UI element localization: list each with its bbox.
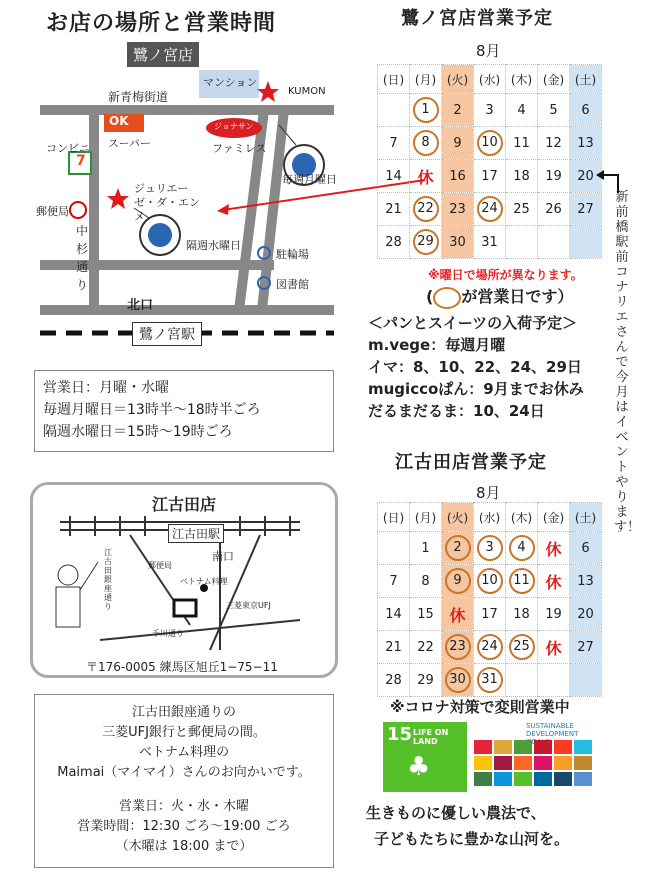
calendar-day [538, 160, 570, 193]
sdg-goal-tile [534, 772, 552, 786]
calendar-header: (土) [570, 503, 602, 532]
calendar-day [570, 94, 602, 127]
label-kitaguchi: 北口 [127, 298, 154, 313]
calendar-day [474, 631, 506, 664]
day-number: 8 [421, 573, 430, 589]
day-number: 29 [417, 672, 434, 688]
calendar-header: (火) [442, 65, 474, 94]
calendar-day [378, 532, 410, 565]
calendar-day [410, 160, 442, 193]
label-vietnam: ベトナム料理 [180, 577, 228, 586]
label-ufj: 三菱東京UFJ [226, 601, 271, 610]
sdg-goal-tile [474, 756, 492, 770]
calendar-header: (水) [474, 65, 506, 94]
day-number: 7 [389, 573, 398, 589]
calendar-day [410, 631, 442, 664]
ekoda-schedule-month: 8月 [476, 484, 501, 502]
open-day: 31 [477, 667, 503, 693]
calendar-day [506, 160, 538, 193]
calendar-day [378, 565, 410, 598]
label-library: 図書館 [276, 278, 309, 291]
calendar-day [442, 565, 474, 598]
sagi-hours-line: 隔週水曜日＝15時〜19時ごろ [43, 424, 233, 440]
calendar-day [442, 532, 474, 565]
sdg-goal-tile [574, 740, 592, 754]
day-number: 13 [577, 135, 594, 151]
slogan [366, 800, 569, 852]
ok-logo: OK [109, 114, 129, 128]
day-number: 19 [545, 606, 562, 622]
day-number: 14 [385, 168, 402, 184]
day-number: 18 [513, 168, 530, 184]
calendar-day [538, 598, 570, 631]
label-kumon: KUMON [288, 86, 326, 97]
corona-note: ※コロナ対策で変則営業中 [390, 698, 570, 716]
day-number: 20 [577, 168, 594, 184]
calendar-day [570, 598, 602, 631]
calendar-day [442, 631, 474, 664]
day-number: 19 [545, 168, 562, 184]
open-day: 30 [445, 667, 471, 693]
label-weekly-mon: 毎週月曜日 [282, 173, 337, 186]
open-day: 24 [477, 634, 503, 660]
calendar-day [538, 226, 570, 259]
ekoda-desc-box [34, 694, 334, 868]
open-day: 10 [477, 130, 503, 156]
sagi-note-open [426, 284, 573, 309]
calendar-day [442, 598, 474, 631]
day-number: 27 [577, 201, 594, 217]
calendar-day [506, 631, 538, 664]
calendar-header: (月) [410, 503, 442, 532]
calendar-day [474, 532, 506, 565]
day-number: 28 [385, 234, 402, 250]
label-parking: 駐輪場 [276, 248, 309, 261]
ekoda-desc-line: 営業日：火・水・木曜 [118, 799, 249, 814]
calendar-day [474, 565, 506, 598]
sdg-goal-tile [534, 756, 552, 770]
calendar-day [570, 193, 602, 226]
ekoda-map-title: 江古田店 [152, 495, 217, 514]
calendar-header: (日) [378, 503, 410, 532]
label-ekoda-station: 江古田駅 [168, 524, 224, 543]
delivery-line: イマ：8、10、22、24、29日 [368, 358, 582, 376]
calendar-day [474, 127, 506, 160]
calendar-day [538, 127, 570, 160]
ekoda-desc-line: 江古田銀座通りの [131, 705, 236, 720]
day-number: 16 [449, 168, 466, 184]
calendar-day [506, 664, 538, 697]
day-number: 2 [453, 102, 462, 118]
ekoda-desc-line: （木曜は 18:00 まで） [115, 839, 253, 854]
sagi-schedule-month: 8月 [476, 42, 501, 60]
calendar-day [378, 664, 410, 697]
calendar-day [538, 631, 570, 664]
sdg-goal-tile [474, 740, 492, 754]
day-number: 12 [545, 135, 562, 151]
calendar-day [538, 193, 570, 226]
ekoda-desc-line [35, 783, 333, 797]
open-day: 1 [413, 97, 439, 123]
day-number: 30 [449, 234, 466, 250]
calendar-day [410, 127, 442, 160]
day-number: 27 [577, 639, 594, 655]
calendar-header: (水) [474, 503, 506, 532]
calendar-day [506, 598, 538, 631]
day-number: 18 [513, 606, 530, 622]
day-number: 3 [485, 102, 494, 118]
calendar-day [378, 631, 410, 664]
open-day: 23 [445, 634, 471, 660]
open-day: 9 [445, 568, 471, 594]
label-mansion: マンション [203, 76, 258, 89]
side-note: 新前橋駅前コナリエさんで今月はイベントやります！ [614, 190, 641, 535]
sdgs-goals-label: SUSTAINABLE DEVELOPMENT [526, 722, 579, 738]
sdg-goal-tile [514, 772, 532, 786]
calendar-day [378, 598, 410, 631]
konbini-logo: 7 [76, 153, 86, 169]
day-number: 11 [513, 135, 530, 151]
calendar-day [410, 664, 442, 697]
calendar-day [442, 160, 474, 193]
closed-mark: 休 [545, 572, 562, 592]
day-number: 21 [385, 201, 402, 217]
open-day: 2 [445, 535, 471, 561]
slogan-line: 生きものに優しい農法で、 [366, 804, 546, 822]
open-day: 24 [477, 196, 503, 222]
label-konbini: コンビニ [46, 142, 90, 155]
day-number: 25 [513, 201, 530, 217]
day-number: 6 [581, 540, 590, 556]
calendar-day [570, 631, 602, 664]
calendar-day [442, 226, 474, 259]
deliveries [368, 312, 584, 422]
sagi-note-red: ※曜日で場所が異なります。 [428, 268, 583, 282]
famires-logo: ジョナサン [214, 122, 254, 131]
sdg-goal-tile [554, 740, 572, 754]
calendar-day [570, 565, 602, 598]
closed-mark: 休 [449, 605, 466, 625]
day-number: 17 [481, 606, 498, 622]
calendar-day [378, 226, 410, 259]
sagi-map-title: 鷺ノ宮店 [127, 42, 199, 67]
day-number: 13 [577, 573, 594, 589]
calendar-day [410, 565, 442, 598]
closed-mark: 休 [545, 638, 562, 658]
ekoda-schedule-title: 江古田店営業予定 [395, 452, 547, 473]
sdg-goal-tile [514, 756, 532, 770]
open-day: 4 [509, 535, 535, 561]
calendar-day [570, 127, 602, 160]
day-number: 6 [581, 102, 590, 118]
calendar-day [410, 598, 442, 631]
calendar-day [570, 226, 602, 259]
label-ekoda-yubin: 郵便局 [148, 561, 172, 570]
sdg15-tile [383, 722, 467, 792]
open-day: 3 [477, 535, 503, 561]
calendar-day [442, 94, 474, 127]
calendar-day [410, 193, 442, 226]
tree-icon: ♣ [407, 752, 431, 782]
label-juliese: ジュリエーゼ・ダ・エンメ [134, 182, 200, 223]
slogan-line: 子どもたちに豊かな山河を。 [374, 830, 570, 848]
calendar-day [506, 193, 538, 226]
open-day: 22 [413, 196, 439, 222]
label-biweekly-wed: 隔週水曜日 [186, 239, 241, 252]
ekoda-desc-line: 三菱UFJ銀行と郵便局の間。 [102, 725, 266, 740]
day-number: 23 [449, 201, 466, 217]
sagi-note-open-prefix: ( [426, 287, 434, 306]
calendar-day [378, 160, 410, 193]
calendar-day [410, 532, 442, 565]
calendar-header: (火) [442, 503, 474, 532]
calendar-day [410, 94, 442, 127]
sagi-calendar [377, 64, 602, 259]
calendar-day [378, 193, 410, 226]
label-nakasugi: 中杉通り [76, 224, 89, 292]
sdgs-grid [474, 722, 599, 792]
calendar-day [474, 160, 506, 193]
sdg-goal-tile [514, 740, 532, 754]
delivery-line: だるまだるま：10、24日 [368, 402, 545, 420]
label-famires: ファミレス [212, 142, 267, 155]
calendar-header: (土) [570, 65, 602, 94]
closed-mark: 休 [545, 539, 562, 559]
sdg15-label: LIFE ON LAND [413, 728, 449, 746]
sagi-schedule-title: 鷺ノ宮店営業予定 [401, 8, 553, 29]
day-number: 7 [389, 135, 398, 151]
calendar-day [506, 127, 538, 160]
sagi-note-open-text: が営業日です） [461, 287, 574, 306]
day-number: 14 [385, 606, 402, 622]
calendar-day [538, 532, 570, 565]
circle-icon [433, 287, 461, 309]
calendar-day [538, 565, 570, 598]
label-yubin: 郵便局 [36, 205, 69, 218]
delivery-line: mugiccoぱん：9月までお休み [368, 380, 584, 398]
open-day: 10 [477, 568, 503, 594]
calendar-day [474, 226, 506, 259]
calendar-day [538, 94, 570, 127]
sdg-goal-tile [534, 740, 552, 754]
day-number: 1 [421, 540, 430, 556]
ekoda-calendar [377, 502, 602, 697]
ekoda-address: 〒176-0005 練馬区旭丘1−75−11 [86, 660, 278, 674]
sdg-goal-tile [574, 772, 592, 786]
day-number: 20 [577, 606, 594, 622]
sdgs-color-grid [474, 740, 599, 786]
day-number: 26 [545, 201, 562, 217]
sdg-goal-tile [494, 756, 512, 770]
day-number: 17 [481, 168, 498, 184]
ekoda-desc-line: 営業時間：12:30 ごろ〜19:00 ごろ [77, 819, 291, 834]
calendar-header: (月) [410, 65, 442, 94]
calendar-day [442, 127, 474, 160]
label-street: 新青梅街道 [108, 90, 169, 104]
calendar-day [506, 226, 538, 259]
day-number: 9 [453, 135, 462, 151]
open-day: 11 [509, 568, 535, 594]
sdg-goal-tile [574, 756, 592, 770]
open-day: 25 [509, 634, 535, 660]
sagi-hours-box [34, 370, 334, 452]
day-number: 15 [417, 606, 434, 622]
sdg-goal-tile [554, 756, 572, 770]
calendar-header: (金) [538, 503, 570, 532]
sdg-goal-tile [474, 772, 492, 786]
calendar-day [474, 598, 506, 631]
closed-mark: 休 [417, 167, 434, 187]
label-ginza: 江古田銀座通り [104, 548, 112, 611]
calendar-day [410, 226, 442, 259]
ekoda-desc-line: ベトナム料理の [138, 745, 230, 760]
label-sagi-station: 鷺ノ宮駅 [132, 322, 202, 346]
calendar-day [474, 94, 506, 127]
ekoda-desc-line: Maimai（マイマイ）さんのお向かいです。 [57, 765, 311, 780]
day-number: 22 [417, 639, 434, 655]
sdg-goal-tile [494, 740, 512, 754]
label-super: スーパー [108, 137, 151, 150]
calendar-day [474, 193, 506, 226]
calendar-day [570, 664, 602, 697]
calendar-day [378, 94, 410, 127]
sdg15-number: 15 [387, 724, 413, 745]
label-minamiguchi: 南口 [212, 550, 234, 563]
calendar-day [378, 127, 410, 160]
sagi-hours-line: 毎週月曜日＝13時半〜18時半ごろ [43, 402, 261, 418]
day-number: 31 [481, 234, 498, 250]
calendar-day [442, 664, 474, 697]
sdg-goal-tile [494, 772, 512, 786]
calendar-day [506, 94, 538, 127]
ekoda-map [40, 490, 330, 660]
calendar-header: (金) [538, 65, 570, 94]
calendar-day [474, 664, 506, 697]
calendar-day [506, 565, 538, 598]
label-senkawa: 千川通り [152, 629, 184, 638]
calendar-header: (木) [506, 503, 538, 532]
day-number: 21 [385, 639, 402, 655]
calendar-day [570, 532, 602, 565]
delivery-line: m.vege：毎週月曜 [368, 336, 506, 354]
calendar-day [506, 532, 538, 565]
day-number: 28 [385, 672, 402, 688]
page-title: お店の場所と営業時間 [46, 11, 277, 36]
sagi-hours-line: 営業日：月曜・水曜 [43, 380, 169, 396]
day-number: 5 [549, 102, 558, 118]
calendar-header: (日) [378, 65, 410, 94]
open-day: 29 [413, 229, 439, 255]
calendar-header: (木) [506, 65, 538, 94]
open-day: 8 [413, 130, 439, 156]
sdg-goal-tile [554, 772, 572, 786]
calendar-day [538, 664, 570, 697]
deliveries-title: ＜パンとスイーツの入荷予定＞ [368, 314, 578, 332]
calendar-day [442, 193, 474, 226]
side-arrow [594, 165, 634, 195]
day-number: 4 [517, 102, 526, 118]
